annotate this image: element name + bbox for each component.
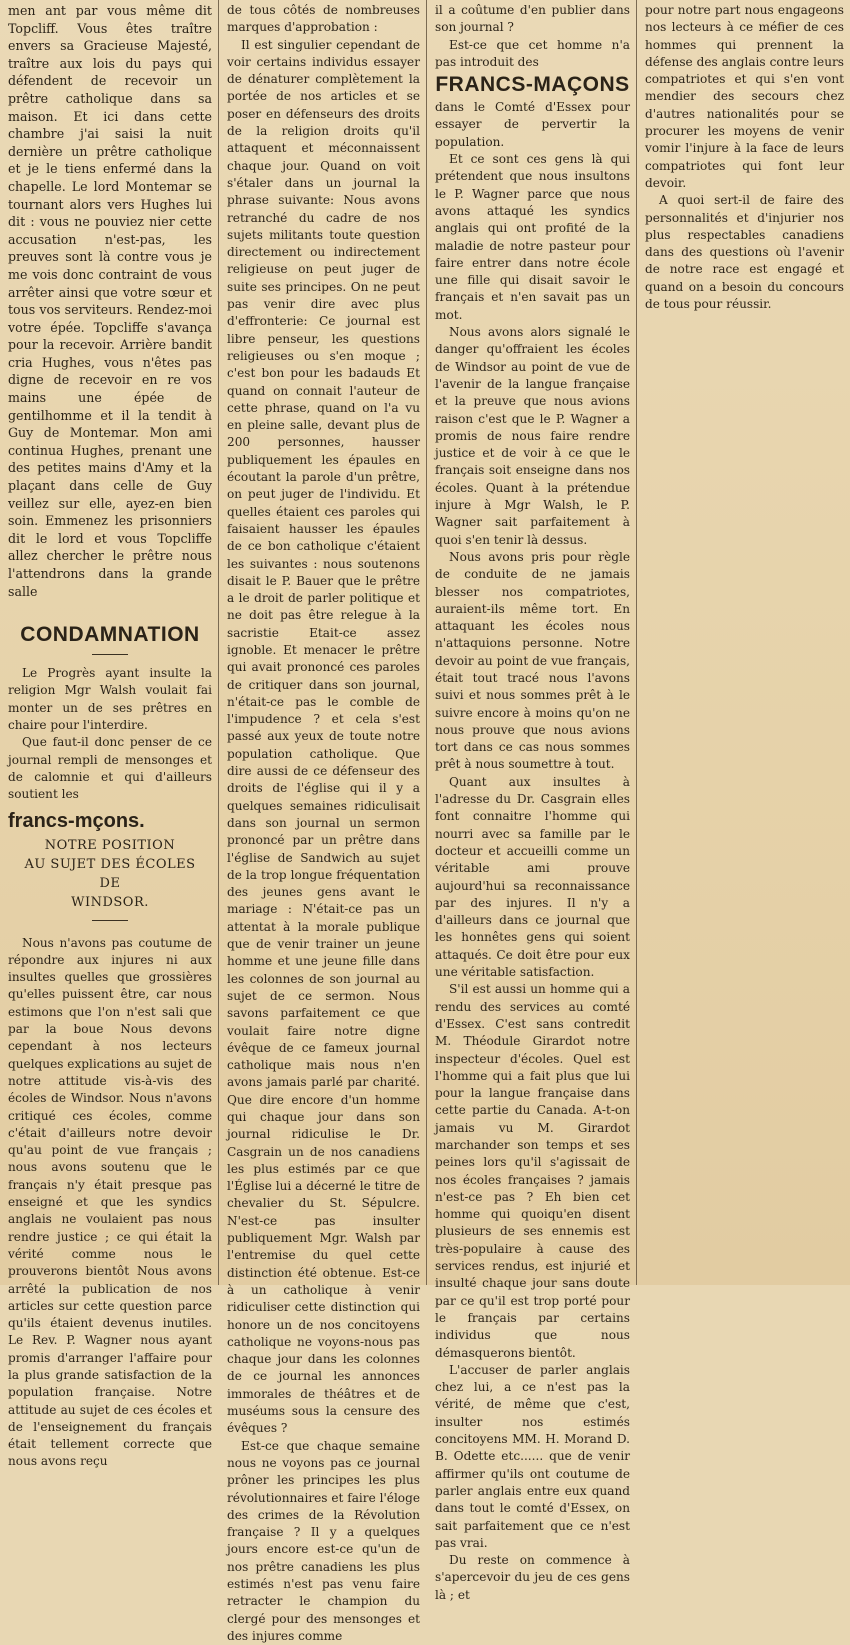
column-1	[0, 0, 218, 1469]
emphasis-text: francs-mçons.	[8, 809, 145, 832]
subheading: NOTRE POSITION	[44, 837, 176, 853]
article-paragraph: S'il est aussi un homme qui a rendu des services au comté d'Essex. C'est sans contredit M. Théodule Girardot notre inspecteur d'écoles. Quel est l'homme qui a fait plus que lui pour la langue française dans cette partie du Canada. A-t-on jamais vu M. Girardot marchander son temps et ses peines lors qu'il s'agissait de nos écoles françaises ? jamais n'est-ce pas ? Eh bien cet homme qui quoiqu'en disent plusieurs de ses ennemis est très-populaire à cause des services rendus, est injurié et insulté chaque jour sans doute par ce qu'il est trop porté pour le français par certains individus que nous démasquerons bientôt.	[435, 982, 630, 1360]
article-paragraph: men ant par vous même dit Topcliff. Vous êtes traître envers sa Gracieuse Majesté, traître aux lois du pays qui défendent de recevoir un prêtre catholique dans sa maison. Et ici dans cette chambre j'ai saisi la nuit dernière un prêtre catholique et je le tiens enfermé dans la chapelle. Le lord Montemar se tournant alors vers Hughes lui dit : vous ne pouviez nier cette accusation n'est-pas, les preuves sont là contre vous je me vois donc contraint de vous arrêter ainsi que votre sœur et tous vos serviteurs. Rendez-moi votre épée. Topcliffe s'avança pour la recevoir. Arrière bandit cria Hughes, vous n'êtes pas digne de recevoir en re vos mains une épée de gentilhomme et il la tendit à Guy de Montemar. Mon ami continua Hughes, prenant une des petites mains d'Amy et la plaçant dans celle de Guy veillez sur elle, ayez-en bien soin. Emmenez les prisonniers dit le lord et vous Topcliffe allez chercher le prêtre nous l'attendrons dans la grande salle	[8, 3, 212, 599]
article-paragraph: Et ce sont ces gens là qui prétendent que nous insultons le P. Wagner parce que nous avons attaqué les syndics anglais qui ont profité de la maladie de notre pasteur pour faire entrer dans notre école une fille qui disait savoir le français et n'en savait pas un mot.	[435, 152, 630, 322]
subheading: WINDSOR.	[71, 894, 149, 910]
subheading: DE	[99, 875, 121, 891]
article-paragraph: pour notre part nous engageons nos lecteurs à ce méfier de ces hommes qui prennent la défense des anglais contre leurs compatriotes et qui s'en vont mendier des secours chez d'autres nationalités pour se procurer les moyens de venir vomir l'injure à la face de leurs compatriotes qui font leur devoir.	[645, 3, 844, 190]
column-2	[218, 0, 426, 1643]
article-paragraph: Le Progrès ayant insulte la religion Mgr Walsh voulait fai monter un de ses prêtres en chaire pour l'interdire.	[8, 666, 212, 733]
section-heading: CONDAMNATION	[20, 623, 200, 647]
divider	[92, 920, 128, 921]
article-paragraph: Il est singulier cependant de voir certains individus essayer de dénaturer complètement la portée de nos articles et se poser en défenseurs des droits de la religion droits qu'il attaquent et méconnaissent chaque jour. Quand on voit s'étaler dans un journal la phrase suivante: Nous avons retranché du cadre de nos sujets militants toute question directement ou indirectement religieuse on peut juger de suite ses principes. On ne peut pas venir dire avec plus d'effronterie: Ce journal est libre penseur, les questions religieuses ou s'en moque ; c'est bon pour les badauds Et quand on connait l'auteur de cette phrase, quand on l'a vu en pleine salle, devant plus de 200 personnes, hausser publiquement les épaules en écoutant la parole d'un prêtre, on peut juger de l'individu. Et quelles étaient ces paroles qui faisaient hausser les épaules de ce bon catholique c'étaient les suivantes : nous soutenons disait le P. Bauer que le prêtre a le droit de parler politique et ne doit pas être relegue à la sacristie Etait-ce assez ignoble. Et menacer le prêtre qui avait prononcé ces paroles de critiquer dans son journal, n'était-ce pas le comble de l'impudence ? et cela s'est passé aux yeux de toute notre population catholique. Que dire aussi de ce défenseur des droits de l'église qui il y a quelques semaines ridiculisait dans son journal un sermon prononcé par un prêtre dans l'église de Sandwich au sujet de la trop longue fréquentation des jeunes gens avant le mariage : N'était-ce pas un attentat à la morale publique que de venir trainer un jeune homme et une jeune fille dans les colonnes de son journal au sujet de ce sermon. Nous savons parfaitement ce que voulait faire notre digne évêque de ce fameux journal catholique mais nous n'en avons jamais parlé par charité. Que dire encore d'un homme qui chaque jour dans son journal ridiculise le Dr. Casgrain un de nos canadiens les plus estimés par ce que l'Église lui a décerné le titre de chevalier du St. Sépulcre. N'est-ce pas insulter publiquement Mgr. Walsh par l'entremise du quel cette distinction été obtenue. Est-ce à un catholique à venir ridiculiser cette distinction qui honore un de nos concitoyens catholique ne voyons-nous pas chaque jour dans les colonnes de ce journal les annonces immorales de théâtres et de muséums sous la censure des évêques ?	[227, 37, 420, 1436]
subheading: AU SUJET DES ÉCOLES	[24, 856, 196, 872]
article-paragraph: A quoi sert-il de faire des personnalités et d'injurier nos plus respectables canadiens dans des questions où l'avenir de notre race est engagé et quand on a besoin du concours de tous pour réussir.	[645, 193, 844, 312]
section-heading: FRANCS-MAÇONS	[435, 73, 630, 97]
article-paragraph: Est-ce que cet homme n'a pas introduit des	[435, 37, 630, 69]
article-paragraph: Nous avons alors signalé le danger qu'offraient les écoles de Windsor au point de vue de l'avenir de la langue française et la preuve que nous avions raison c'est que le P. Wagner a promis de nous faire rendre justice et de voir à ce que le français soit enseigne dans nos écoles. Quant à la prétendue injure à Mgr Walsh, le P. Wagner sait parfaitement à quoi s'en tenir là dessus.	[435, 325, 630, 547]
column-3	[426, 0, 636, 1602]
article-paragraph: dans le Comté d'Essex pour essayer de pervertir la population.	[435, 100, 630, 149]
divider	[92, 654, 128, 655]
article-paragraph: Du reste on commence à s'apercevoir du jeu de ces gens là ; et	[435, 1553, 630, 1602]
article-paragraph: Quant aux insultes à l'adresse du Dr. Casgrain elles font connaitre l'homme qui nourri avec sa famille par le docteur et accueilli comme un véritable ami prouve aujourd'hui sa reconnaissance par des injures. Il n'y a d'ailleurs dans ce journal que les honnêtes gens qui soient attaqués. Ce doit être pour eux une véritable satisfaction.	[435, 774, 630, 980]
article-paragraph: de tous côtés de nombreuses marques d'approbation :	[227, 3, 420, 35]
column-4	[636, 0, 850, 1285]
article-paragraph: Nous avons pris pour règle de conduite de ne jamais blesser nos compatriotes, auraient-ils même tort. En attaquant les écoles nous n'attaquions personne. Notre devoir au point de vue français, était tout tracé nous l'avons suivi et nous sommes prêt à le suivre encore à moins qu'on ne nous prouve que nous avions tort dans ce cas nous sommes prêt à nous soumettre à tout.	[435, 549, 630, 772]
article-paragraph: Est-ce que chaque semaine nous ne voyons pas ce journal prôner les principes les plus révolutionnaires et faire l'éloge des crimes de la Révolution française ? Il y a quelques jours encore est-ce qu'un de nos prêtre canadiens les plus estimés n'est pas venu faire retracter le champion du clergé pour des mensonges et des injures comme	[227, 1438, 420, 1643]
article-paragraph: il a coûtume d'en publier dans son journal ?	[435, 3, 630, 35]
article-paragraph: Nous n'avons pas coutume de répondre aux injures ni aux insultes quelles que grossières qu'elles puissent être, car nous estimons que l'on n'est sali que par la boue Nous devons cependant à nos lecteurs quelques explications au sujet de notre attitude vis-à-vis des écoles de Windsor. Nous n'avons critiqué ces écoles, comme c'était d'ailleurs notre devoir qu'au point de vue français ; nous avons soutenu que le français n'y était presque pas enseigné et que les syndics anglais ne voulaient pas nous rendre justice ; ce qui était la vérité comme nous le prouverons bientôt Nous avons arrêté la publication de nos articles sur cette question parce qu'ils étaient devenus inutiles. Le Rev. P. Wagner nous ayant promis d'arranger l'affaire pour la plus grande satisfaction de la population française. Notre attitude au sujet de ces écoles et de l'enseignement du français était tellement correcte que nous avons reçu	[8, 935, 212, 1469]
article-paragraph: Que faut-il donc penser de ce journal rempli de mensonges et de calomnie et qui d'ailleurs soutient les	[8, 735, 212, 802]
article-paragraph: L'accuser de parler anglais chez lui, a ce n'est pas la vérité, de même que c'est, insulter nos estimés concitoyens MM. H. Morand D. B. Odette etc...... que de venir affirmer qu'ils ont coutume de parler anglais entre eux quand dans tout le comté d'Essex, on sait parfaitement que ce n'est pas vrai.	[435, 1362, 630, 1550]
